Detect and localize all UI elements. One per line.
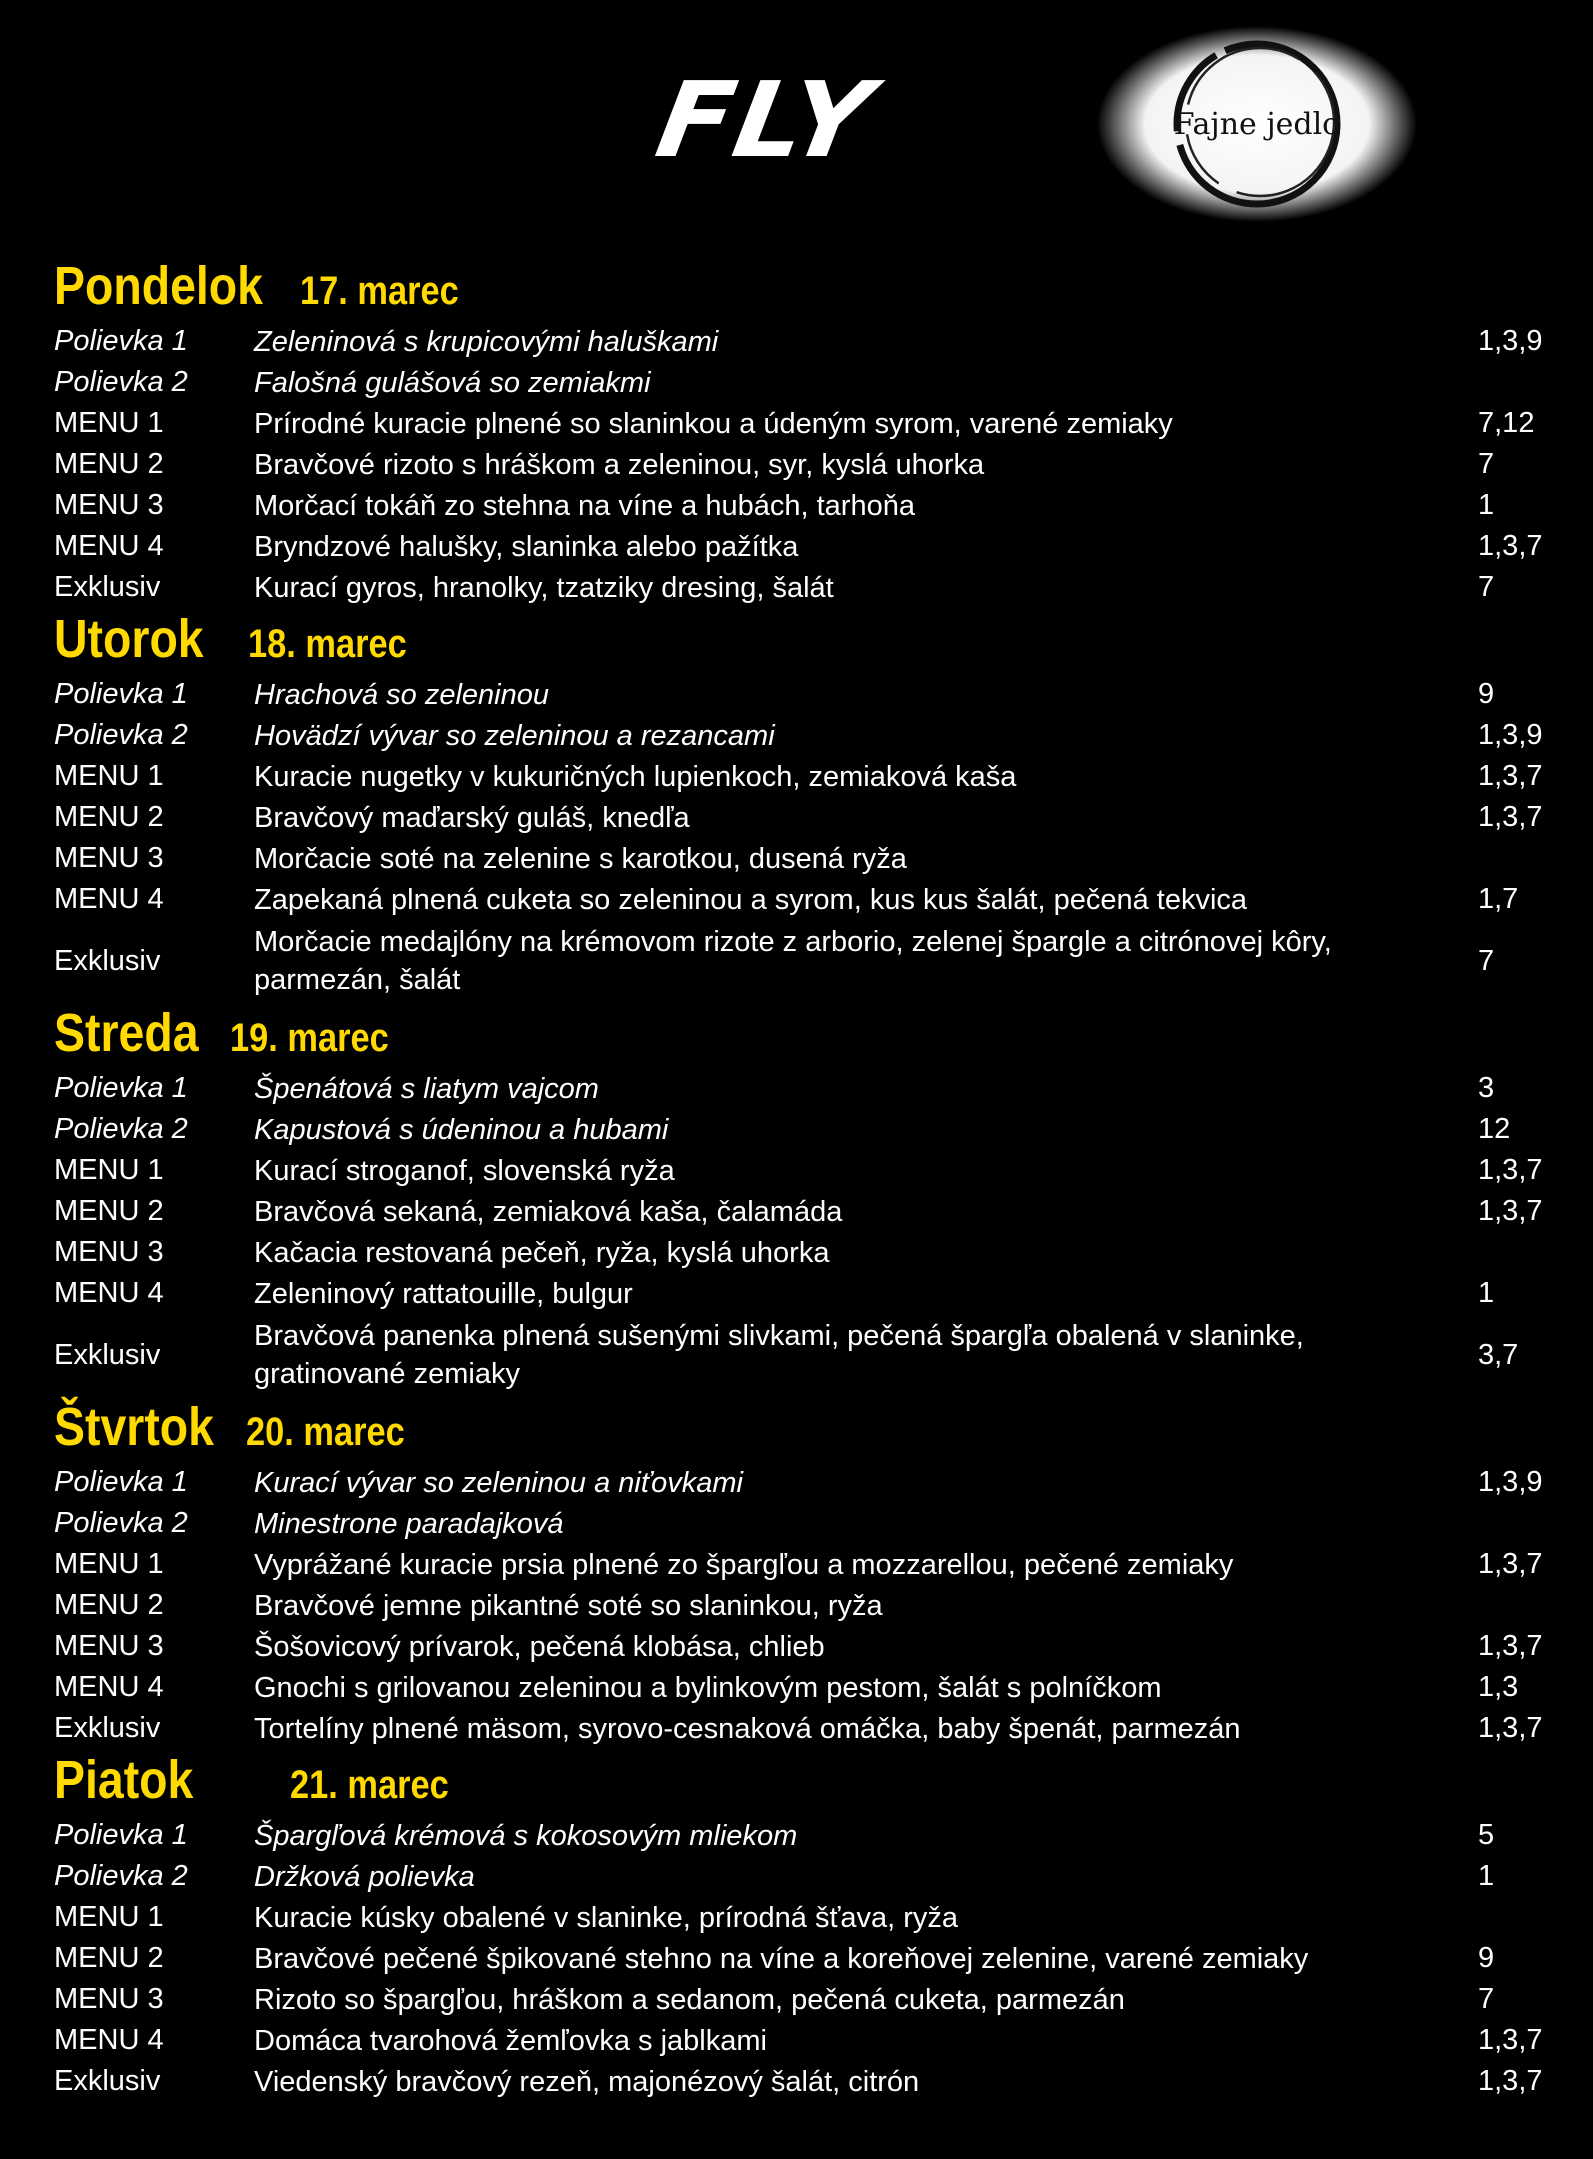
item-dish: Kuracie nugetky v kukuričných lupienkoch, zemiaková kaša — [254, 760, 1017, 793]
item-allergens: 1,3,7 — [1478, 1195, 1543, 1227]
menu-item-row — [0, 1232, 1593, 1273]
day-date: 19. marec — [230, 1016, 389, 1060]
menu-item-row — [0, 1708, 1593, 1749]
menu-item-row — [0, 403, 1593, 444]
menu-item-row — [0, 526, 1593, 567]
day-heading — [0, 608, 1593, 674]
item-label: Polievka 2 — [54, 366, 188, 398]
menu-item-row — [0, 1503, 1593, 1544]
item-label: MENU 1 — [54, 1901, 164, 1933]
item-label: MENU 4 — [54, 1277, 164, 1309]
item-label: MENU 4 — [54, 1671, 164, 1703]
item-allergens: 1,3,7 — [1478, 760, 1543, 792]
day-section — [0, 255, 1593, 608]
header — [0, 0, 1593, 260]
menu-item-row — [0, 1856, 1593, 1897]
item-dish: Bravčové jemne pikantné soté so slaninkou, ryža — [254, 1589, 883, 1622]
day-date: 21. marec — [290, 1763, 449, 1807]
menu-item-row — [0, 2061, 1593, 2102]
menu-item-row — [0, 715, 1593, 756]
day-section — [0, 1396, 1593, 1749]
item-allergens: 1,3,9 — [1478, 325, 1543, 357]
menu-item-row — [0, 1544, 1593, 1585]
item-allergens: 7 — [1478, 448, 1495, 480]
item-label: Polievka 2 — [54, 1113, 188, 1145]
item-allergens: 1,3 — [1478, 1671, 1519, 1703]
item-dish: Prírodné kuracie plnené so slaninkou a údeným syrom, varené zemiaky — [254, 407, 1173, 440]
item-dish: Hovädzí vývar so zeleninou a rezancami — [254, 719, 775, 752]
menu-item-row — [0, 838, 1593, 879]
menu-item-row — [0, 879, 1593, 920]
menu-item-row — [0, 485, 1593, 526]
item-label: MENU 4 — [54, 2024, 164, 2056]
item-label: Polievka 1 — [54, 1072, 188, 1104]
item-dish: Kačacia restovaná pečeň, ryža, kyslá uhorka — [254, 1236, 830, 1269]
weekly-menu — [0, 255, 1593, 2102]
item-label: MENU 3 — [54, 1630, 164, 1662]
item-label: MENU 2 — [54, 448, 164, 480]
item-allergens: 1,7 — [1478, 883, 1519, 915]
item-allergens: 9 — [1478, 678, 1495, 710]
menu-item-row — [0, 797, 1593, 838]
menu-item-row — [0, 1314, 1593, 1396]
day-section — [0, 1749, 1593, 2102]
item-allergens: 1,3,7 — [1478, 530, 1543, 562]
item-dish: Morčacie soté na zelenine s karotkou, dusená ryža — [254, 842, 907, 875]
item-label: MENU 2 — [54, 801, 164, 833]
brand-title: FLY — [648, 59, 883, 181]
menu-item-row — [0, 2020, 1593, 2061]
item-dish: Bryndzové halušky, slaninka alebo pažítka — [254, 530, 799, 563]
item-dish: Falošná gulášová so zemiakmi — [254, 366, 651, 399]
item-dish: Vyprážané kuracie prsia plnené zo špargľou a mozzarellou, pečené zemiaky — [254, 1548, 1234, 1581]
menu-item-row — [0, 1150, 1593, 1191]
item-dish: Gnochi s grilovanou zeleninou a bylinkovým pestom, šalát s polníčkom — [254, 1671, 1162, 1704]
item-dish: Držková polievka — [254, 1860, 475, 1893]
day-section — [0, 1002, 1593, 1396]
item-dish: Bravčová sekaná, zemiaková kaša, čalamáda — [254, 1195, 843, 1228]
item-label: Exklusiv — [54, 571, 161, 603]
day-date: 20. marec — [246, 1410, 405, 1454]
fajne-jedlo-logo — [1092, 24, 1422, 224]
item-label: MENU 4 — [54, 883, 164, 915]
item-label: MENU 1 — [54, 1154, 164, 1186]
item-dish: Kurací gyros, hranolky, tzatziky dresing, šalát — [254, 571, 834, 604]
item-label: MENU 4 — [54, 530, 164, 562]
item-label: MENU 2 — [54, 1589, 164, 1621]
day-heading — [0, 1002, 1593, 1068]
item-allergens: 7 — [1478, 1983, 1495, 2015]
menu-item-row — [0, 1109, 1593, 1150]
menu-item-row — [0, 444, 1593, 485]
menu-item-row — [0, 1979, 1593, 2020]
item-allergens: 1 — [1478, 1860, 1495, 1892]
item-allergens: 7,12 — [1478, 407, 1535, 439]
item-allergens: 1,3,7 — [1478, 1712, 1543, 1744]
day-heading — [0, 1396, 1593, 1462]
menu-item-row — [0, 1273, 1593, 1314]
item-label: MENU 3 — [54, 489, 164, 521]
menu-item-row — [0, 1068, 1593, 1109]
item-label: Polievka 2 — [54, 1507, 188, 1539]
item-label: MENU 2 — [54, 1195, 164, 1227]
item-dish: Zapekaná plnená cuketa so zeleninou a syrom, kus kus šalát, pečená tekvica — [254, 883, 1248, 916]
item-dish: Morčacie medajlóny na krémovom rizote z arborio, zelenej špargle a citrónovej kôry, parmezán, šalát — [254, 926, 1332, 996]
item-label: MENU 3 — [54, 1236, 164, 1268]
item-label: Polievka 1 — [54, 678, 188, 710]
item-label: Exklusiv — [54, 2065, 161, 2097]
item-dish: Kapustová s údeninou a hubami — [254, 1113, 669, 1146]
item-dish: Minestrone paradajková — [254, 1507, 564, 1540]
menu-item-row — [0, 756, 1593, 797]
day-section — [0, 608, 1593, 1002]
item-dish: Kuracie kúsky obalené v slaninke, prírodná šťava, ryža — [254, 1901, 959, 1934]
day-name: Štvrtok — [54, 1397, 215, 1457]
item-allergens: 1 — [1478, 489, 1495, 521]
item-allergens: 1,3,9 — [1478, 719, 1543, 751]
menu-item-row — [0, 1626, 1593, 1667]
item-dish: Domáca tvarohová žemľovka s jablkami — [254, 2024, 767, 2057]
item-allergens: 1,3,7 — [1478, 1154, 1543, 1186]
item-allergens: 9 — [1478, 1942, 1495, 1974]
item-dish: Zeleninová s krupicovými haluškami — [254, 325, 719, 358]
item-allergens: 1,3,7 — [1478, 2024, 1543, 2056]
item-dish: Tortelíny plnené mäsom, syrovo-cesnaková omáčka, baby špenát, parmezán — [254, 1712, 1241, 1745]
item-label: Exklusiv — [54, 1338, 161, 1371]
item-dish: Zeleninový rattatouille, bulgur — [254, 1277, 633, 1310]
item-allergens: 1,3,9 — [1478, 1466, 1543, 1498]
day-name: Utorok — [54, 609, 204, 669]
day-name: Piatok — [54, 1750, 194, 1810]
menu-item-row — [0, 362, 1593, 403]
item-label: MENU 1 — [54, 760, 164, 792]
item-dish: Rizoto so špargľou, hráškom a sedanom, pečená cuketa, parmezán — [254, 1983, 1125, 2016]
item-dish: Kurací vývar so zeleninou a niťovkami — [254, 1466, 743, 1499]
day-name: Streda — [54, 1003, 199, 1063]
item-allergens: 1,3,7 — [1478, 1630, 1543, 1662]
item-dish: Šošovicový prívarok, pečená klobása, chlieb — [254, 1630, 825, 1663]
item-label: Exklusiv — [54, 1712, 161, 1744]
item-label: MENU 1 — [54, 1548, 164, 1580]
item-dish: Špargľová krémová s kokosovým mliekom — [254, 1819, 798, 1852]
item-allergens: 3,7 — [1478, 1338, 1519, 1371]
menu-item-row — [0, 567, 1593, 608]
day-name: Pondelok — [54, 256, 264, 316]
item-label: Polievka 1 — [54, 1819, 188, 1851]
item-dish: Kurací stroganof, slovenská ryža — [254, 1154, 675, 1187]
item-label: MENU 3 — [54, 842, 164, 874]
item-dish: Viedenský bravčový rezeň, majonézový šalát, citrón — [254, 2065, 920, 2098]
item-label: Exklusiv — [54, 944, 161, 977]
item-label: MENU 3 — [54, 1983, 164, 2015]
item-allergens: 7 — [1478, 571, 1495, 603]
item-label: Polievka 2 — [54, 719, 188, 751]
item-dish: Bravčové pečené špikované stehno na víne a koreňovej zelenine, varené zemiaky — [254, 1942, 1309, 1975]
day-heading — [0, 255, 1593, 321]
menu-item-row — [0, 1585, 1593, 1626]
item-allergens: 12 — [1478, 1113, 1511, 1145]
day-heading — [0, 1749, 1593, 1815]
item-allergens: 7 — [1478, 944, 1495, 977]
menu-item-row — [0, 1897, 1593, 1938]
item-dish: Bravčové rizoto s hráškom a zeleninou, syr, kyslá uhorka — [254, 448, 985, 481]
day-date: 17. marec — [300, 269, 459, 313]
item-dish: Bravčová panenka plnená sušenými slivkami, pečená špargľa obalená v slaninke, gratinované zemiaky — [254, 1320, 1304, 1390]
item-allergens: 1 — [1478, 1277, 1495, 1309]
logo-text: Fajne jedlo — [1173, 107, 1341, 142]
item-allergens: 1,3,7 — [1478, 801, 1543, 833]
item-dish: Morčací tokáň zo stehna na víne a hubách, tarhoňa — [254, 489, 915, 522]
menu-item-row — [0, 1815, 1593, 1856]
item-dish: Hrachová so zeleninou — [254, 678, 550, 711]
day-date: 18. marec — [248, 622, 407, 666]
item-allergens: 1,3,7 — [1478, 1548, 1543, 1580]
menu-item-row — [0, 1191, 1593, 1232]
item-dish: Bravčový maďarský guláš, knedľa — [254, 801, 690, 834]
item-allergens: 1,3,7 — [1478, 2065, 1543, 2097]
item-allergens: 5 — [1478, 1819, 1495, 1851]
item-allergens: 3 — [1478, 1072, 1495, 1104]
item-label: MENU 1 — [54, 407, 164, 439]
item-label: Polievka 1 — [54, 325, 188, 357]
item-label: MENU 2 — [54, 1942, 164, 1974]
menu-item-row — [0, 674, 1593, 715]
menu-item-row — [0, 920, 1593, 1002]
item-dish: Špenátová s liatym vajcom — [254, 1072, 599, 1105]
item-label: Polievka 1 — [54, 1466, 188, 1498]
item-label: Polievka 2 — [54, 1860, 188, 1892]
menu-item-row — [0, 1938, 1593, 1979]
menu-item-row — [0, 1667, 1593, 1708]
menu-item-row — [0, 1462, 1593, 1503]
menu-item-row — [0, 321, 1593, 362]
